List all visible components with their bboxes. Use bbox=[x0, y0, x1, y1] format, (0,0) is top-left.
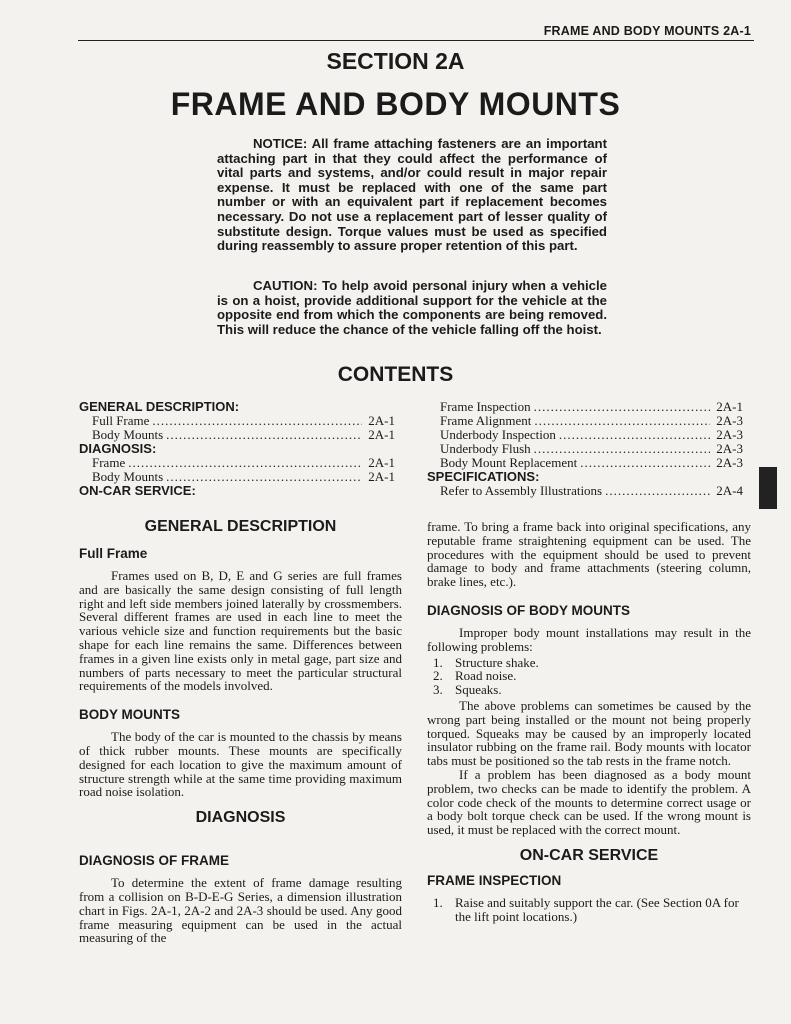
toc-entry[interactable] bbox=[427, 456, 743, 470]
body-mounts-paragraph: The body of the car is mounted to the chassis by means of thick rubber mounts. These mounts are specifically designed for each location to give the maximum amount of structure strength while at the same time providing maximum road noise isolation. bbox=[79, 729, 402, 800]
list-text: Structure shake. bbox=[455, 654, 539, 670]
list-item bbox=[433, 669, 751, 683]
toc-leader-dots bbox=[152, 414, 362, 428]
toc-entry[interactable] bbox=[79, 414, 395, 428]
toc-heading: GENERAL DESCRIPTION: bbox=[79, 399, 240, 414]
toc-entry-label: Frame bbox=[92, 455, 126, 470]
toc-heading: DIAGNOSIS: bbox=[79, 441, 157, 456]
on-car-service-heading: ON-CAR SERVICE bbox=[519, 846, 659, 864]
diagnosis-of-frame-heading: DIAGNOSIS OF FRAME bbox=[79, 853, 230, 869]
running-head: FRAME AND BODY MOUNTS 2A-1 bbox=[543, 24, 751, 38]
toc-entry[interactable] bbox=[79, 428, 395, 442]
toc-leader-dots bbox=[534, 414, 710, 428]
right-column bbox=[427, 520, 751, 926]
toc-leader-dots bbox=[128, 456, 362, 470]
frame-inspection-heading: FRAME INSPECTION bbox=[427, 872, 562, 888]
toc-entry[interactable] bbox=[79, 456, 395, 470]
list-text: Squeaks. bbox=[455, 682, 502, 698]
toc-entry-page: 2A-3 bbox=[716, 427, 743, 442]
frame-continued-paragraph: frame. To bring a frame back into original specifications, any reputable frame straightening equipment can be used. The procedures with the equipment should be used to prevent damage to body and frame attachments (steering column, brake lines, etc.). bbox=[427, 519, 751, 590]
toc-entry[interactable] bbox=[427, 414, 743, 428]
toc-entry-page: 2A-3 bbox=[716, 455, 743, 470]
toc-entry[interactable] bbox=[427, 428, 743, 442]
list-text: Raise and suitably support the car. (See Section 0A for the lift point locations.) bbox=[455, 894, 739, 924]
list-item bbox=[433, 656, 751, 670]
general-description-heading: GENERAL DESCRIPTION bbox=[144, 518, 337, 535]
section-thumb-tab bbox=[759, 467, 777, 509]
toc-leader-dots bbox=[166, 428, 362, 442]
toc-heading: ON-CAR SERVICE: bbox=[79, 483, 196, 498]
diagnosis-of-frame-paragraph: To determine the extent of frame damage resulting from a collision on B-D-E-G Series, a dimension illustration chart in Figs. 2A-1, 2A-2 and 2A-3 should be used. Any good frame measuring equipment can be used in the actual measuring of the bbox=[79, 875, 402, 946]
toc-entry-label: Frame Inspection bbox=[440, 399, 531, 414]
toc-entry-label: Frame Alignment bbox=[440, 413, 532, 428]
toc-entry-page: 2A-1 bbox=[716, 399, 743, 414]
toc-entry-label: Underbody Inspection bbox=[440, 427, 556, 442]
toc-leader-dots bbox=[605, 484, 710, 498]
full-frame-heading: Full Frame bbox=[79, 546, 148, 561]
toc-leader-dots bbox=[166, 470, 362, 484]
toc-entry-page: 2A-1 bbox=[368, 427, 395, 442]
toc-leader-dots bbox=[580, 456, 710, 470]
toc-leader-dots bbox=[559, 428, 710, 442]
contents-title: CONTENTS bbox=[337, 363, 454, 386]
diagnosis-of-body-mounts-heading: DIAGNOSIS OF BODY MOUNTS bbox=[427, 602, 631, 618]
toc-left-column bbox=[79, 400, 395, 498]
toc-entry-page: 2A-1 bbox=[368, 455, 395, 470]
page-title: FRAME AND BODY MOUNTS bbox=[170, 86, 621, 122]
diagnosis-intro-paragraph: Improper body mount installations may result in the following problems: bbox=[427, 624, 751, 654]
section-label: SECTION 2A bbox=[326, 48, 465, 74]
checks-paragraph: If a problem has been diagnosed as a body mount problem, two checks can be made to identify the problem. A color code check of the mounts to determine correct usage or a body bolt torque check can be used. If the wrong mount is used, it must be replaced with the correct mount. bbox=[427, 766, 751, 838]
body-mounts-heading: BODY MOUNTS bbox=[79, 707, 181, 723]
toc-entry-label: Underbody Flush bbox=[440, 441, 531, 456]
list-item bbox=[433, 683, 751, 697]
left-column bbox=[79, 518, 402, 945]
toc-leader-dots bbox=[534, 442, 710, 456]
toc-entry-label: Body Mounts bbox=[92, 427, 164, 442]
toc-entry-page: 2A-1 bbox=[368, 413, 395, 428]
toc-entry-label: Body Mounts bbox=[92, 469, 164, 484]
toc-entry[interactable] bbox=[427, 400, 743, 414]
toc-entry[interactable] bbox=[427, 484, 743, 498]
toc-entry[interactable] bbox=[427, 442, 743, 456]
caution-paragraph: CAUTION: To help avoid personal injury when a vehicle is on a hoist, provide additional support for the vehicle at the opposite end from which the components are being removed. This will reduce the chance of the vehicle falling off the hoist. bbox=[217, 278, 607, 337]
diagnosis-heading: DIAGNOSIS bbox=[195, 809, 286, 827]
toc-entry-label: Refer to Assembly Illustrations bbox=[440, 483, 603, 498]
toc-entry-page: 2A-3 bbox=[716, 413, 743, 428]
full-frame-paragraph: Frames used on B, D, E and G series are full frames and are basically the same design consisting of full length right and left side members joined laterally by crossmembers. Several different frames are used in each line to meet the various vehicle size and function requirements but the basic shape for each line remains the same. Differences between frames in a given line exists only in metal gage, part size and numbers of parts necessary to meet the particular structural requirements of the models involved. bbox=[79, 568, 402, 694]
notice-paragraph: NOTICE: All frame attaching fasteners are an important attaching part in that they could affect the performance of vital parts and systems, and/or could result in major repair expense. It must be replaced with one of the same part number or with an equivalent part if replacement becomes necessary. Do not use a replacement part of lesser quality of substitute design. Torque values must be used as specified during reassembly to assure proper retention of this part. bbox=[217, 136, 607, 254]
list-number: 1. bbox=[433, 654, 443, 670]
list-number: 2. bbox=[433, 668, 443, 684]
header-rule bbox=[78, 40, 754, 41]
toc-entry-label: Full Frame bbox=[92, 413, 150, 428]
toc-entry-page: 2A-3 bbox=[716, 441, 743, 456]
toc-heading: SPECIFICATIONS: bbox=[427, 469, 540, 484]
toc-entry[interactable] bbox=[79, 470, 395, 484]
list-number: 3. bbox=[433, 682, 443, 698]
toc-entry-page: 2A-4 bbox=[716, 483, 743, 498]
toc-entry-label: Body Mount Replacement bbox=[440, 455, 578, 470]
list-item bbox=[433, 896, 751, 924]
list-number: 1. bbox=[433, 894, 443, 910]
list-text: Road noise. bbox=[455, 668, 517, 684]
problem-list bbox=[427, 656, 751, 697]
toc-leader-dots bbox=[534, 400, 710, 414]
toc-entry-page: 2A-1 bbox=[368, 469, 395, 484]
toc-right-column bbox=[427, 400, 743, 498]
causes-paragraph: The above problems can sometimes be caused by the wrong part being installed or the mount not being properly torqued. Squeaks may be caused by an improperly located insulator rubbing on the frame rail. Body mounts with locator tabs must be positioned so the tab rests in the frame notch. bbox=[427, 697, 751, 769]
step-list bbox=[427, 896, 751, 924]
